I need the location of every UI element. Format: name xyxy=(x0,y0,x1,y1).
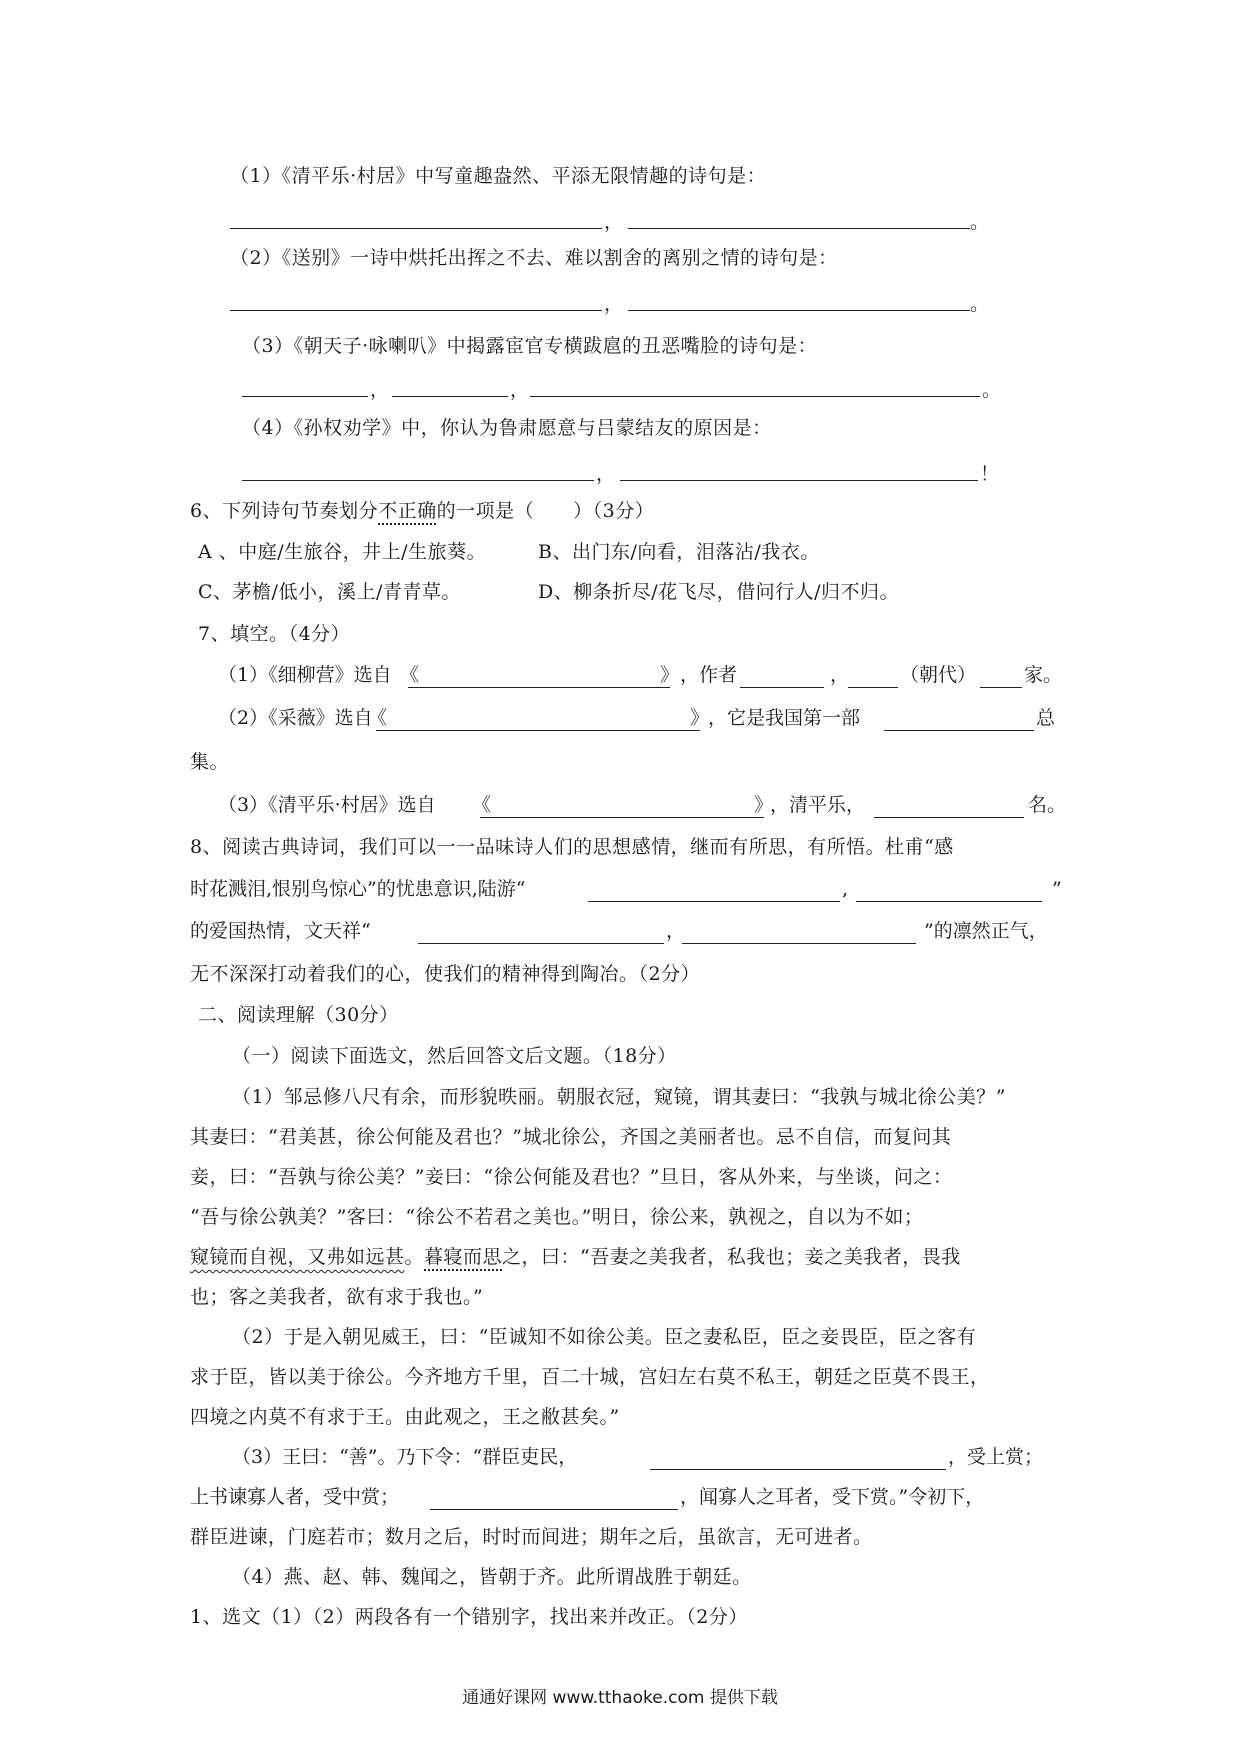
period: 。 xyxy=(982,379,1002,401)
comma: ， xyxy=(370,379,390,401)
comma: , xyxy=(842,878,849,900)
passage-p3-line-2-text: 上书谏寡人者，受中赏； xyxy=(190,1486,400,1508)
answer-blank[interactable] xyxy=(980,687,1022,688)
comma: ， xyxy=(830,664,850,686)
comma: ， xyxy=(604,211,624,233)
passage-p1-line-4: “吾与徐公孰美？”客曰：“徐公不若君之美也。”明日，徐公来，孰视之，自以为不如； xyxy=(190,1206,924,1228)
page-footer: 通通好课网 www.tthaoke.com 提供下载 xyxy=(462,1688,778,1708)
q7-item-2-text-b: ，它是我国第一部 xyxy=(708,707,861,729)
answer-blank[interactable] xyxy=(230,228,602,229)
q7-item-1-dynasty-label: （朝代） xyxy=(900,664,977,686)
comma: ， xyxy=(604,293,624,315)
q7-item-1-author-label: ，作者 xyxy=(680,664,738,686)
passage-p3-line-1-text: （3）王曰：“善”。乃下令：“群臣吏民， xyxy=(232,1446,578,1468)
close-quote: ” xyxy=(1052,878,1062,900)
comma: ， xyxy=(666,920,686,942)
q6-option-d: D、柳条折尽/花飞尽，借问行人/归不归。 xyxy=(538,581,900,603)
answer-blank[interactable] xyxy=(588,901,840,902)
q6-option-c: C、茅檐/低小，溪上/青青草。 xyxy=(198,581,461,603)
question-1: 1、选文（1）（2）两段各有一个错别字，找出来并改正。（2分） xyxy=(190,1606,748,1628)
q5-item-4: （4）《孙权劝学》中，你认为鲁肃愿意与吕蒙结友的原因是： xyxy=(242,417,772,439)
answer-blank[interactable] xyxy=(230,310,602,311)
passage-p3-line-3: 群臣进谏，门庭若市；数月之后，时时而间进；期年之后，虽欲言，无可进者。 xyxy=(190,1526,873,1548)
exclamation: ！ xyxy=(980,463,1000,485)
passage-p2-line-2: 求于臣，皆以美于徐公。今齐地方千里，百二十城，宫妇左右莫不私王，朝廷之臣莫不畏王， xyxy=(190,1366,990,1388)
section-subtitle: （一）阅读下面选文，然后回答文后文题。（18分） xyxy=(232,1045,677,1067)
answer-blank[interactable] xyxy=(376,730,700,731)
dotted-phrase: 暮寝而思 xyxy=(424,1246,503,1268)
q8-line-4: 无不深深打动着我们的心，使我们的精神得到陶冶。（2分） xyxy=(190,963,701,985)
q7-item-3-close: 》 xyxy=(754,794,774,816)
comma: ， xyxy=(596,463,616,485)
q6-stem-b: 的一项是（ ）（3分） xyxy=(436,500,655,522)
passage-p2-line-3: 四境之内莫不有求于王。由此观之，王之敝甚矣。” xyxy=(190,1406,620,1428)
passage-p3-line-1-end: ，受上赏； xyxy=(948,1446,1044,1468)
q7-item-2-text-c: 总 xyxy=(1036,707,1056,729)
passage-p1-line-5-rest: 之，曰：“吾妻之美我者，私我也；妾之美我者，畏我 xyxy=(502,1246,961,1268)
answer-blank[interactable] xyxy=(740,687,824,688)
q7-item-1-end: 家。 xyxy=(1024,664,1063,686)
answer-blank[interactable] xyxy=(874,817,1024,818)
answer-blank[interactable] xyxy=(392,396,508,397)
passage-p1-line-3: 妾，曰：“吾孰与徐公美？”妾曰：“徐公何能及君也？”旦日，客从外来，与坐谈，问之： xyxy=(190,1166,953,1188)
q7-item-2-close: 》 xyxy=(690,707,710,729)
q7-item-3-text-b: ，清平乐， xyxy=(770,794,866,816)
passage-p1-line-1: （1）邹忌修八尺有余，而形貌昳丽。朝服衣冠，窥镜，谓其妻曰：“我孰与城北徐公美？” xyxy=(232,1086,1007,1108)
punct: 。 xyxy=(404,1246,425,1268)
answer-blank[interactable] xyxy=(408,687,670,688)
q7-item-1-text: （1）《细柳营》选自 xyxy=(218,664,392,686)
passage-p1-line-2: 其妻曰：“君美甚，徐公何能及君也？”城北徐公，齐国之美丽者也。忌不自信，而复问其 xyxy=(190,1126,952,1148)
passage-p1-line-5 xyxy=(190,1243,961,1271)
answer-blank[interactable] xyxy=(480,817,764,818)
q6-stem-a: 6、下列诗句节奏划分 xyxy=(190,500,379,522)
q8-line-2-text: 时花溅泪,恨别鸟惊心”的忧患意识,陆游“ xyxy=(190,878,526,900)
q7-title: 7、填空。（4分） xyxy=(198,623,351,645)
answer-blank[interactable] xyxy=(530,396,980,397)
q5-item-3: （3）《朝天子·咏喇叭》中揭露宦官专横跋扈的丑恶嘴脸的诗句是： xyxy=(242,335,818,357)
passage-p2-line-1: （2）于是入朝见威王，曰：“臣诚知不如徐公美。臣之妻私臣，臣之妾畏臣，臣之客有 xyxy=(232,1326,977,1348)
answer-blank[interactable] xyxy=(628,310,970,311)
answer-blank[interactable] xyxy=(856,901,1042,902)
answer-blank[interactable] xyxy=(418,943,664,944)
q8-line-1: 8、阅读古典诗词，我们可以一一品味诗人们的思想感情，继而有所思，有所悟。杜甫“感 xyxy=(190,836,954,858)
answer-blank[interactable] xyxy=(242,396,368,397)
period: 。 xyxy=(970,293,990,315)
q7-item-2-text-d: 集。 xyxy=(190,751,230,773)
q5-item-2: （2）《送别》一诗中烘托出挥之不去、难以割舍的离别之情的诗句是： xyxy=(230,247,838,269)
q6-option-a: A 、中庭/生旅谷，井上/生旅葵。 xyxy=(198,541,487,563)
answer-blank[interactable] xyxy=(628,228,970,229)
q6-stem xyxy=(190,497,654,525)
q7-item-1-open: 《 xyxy=(400,664,420,686)
passage-p4-line-1: （4）燕、赵、韩、魏闻之，皆朝于齐。此所谓战胜于朝廷。 xyxy=(232,1566,752,1588)
answer-blank[interactable] xyxy=(242,480,594,481)
underlined-sentence: 窥镜而自视，又弗如远甚 xyxy=(190,1246,405,1268)
q7-item-3-text-c: 名。 xyxy=(1028,794,1067,816)
q7-item-2-text: （2）《采薇》选自 xyxy=(218,707,373,729)
answer-blank[interactable] xyxy=(884,730,1034,731)
passage-p1-line-6: 也；客之美我者，欲有求于我也。” xyxy=(190,1286,484,1308)
q5-item-1: （1）《清平乐·村居》中写童趣盎然、平添无限情趣的诗句是： xyxy=(230,165,767,187)
q7-item-3-text: （3）《清平乐·村居》选自 xyxy=(218,794,436,816)
answer-blank[interactable] xyxy=(430,1509,678,1510)
period: 。 xyxy=(970,211,990,233)
answer-blank[interactable] xyxy=(650,1469,946,1470)
q8-line-3-end: ”的凛然正气， xyxy=(924,920,1048,942)
q6-stem-emphasis: 不正确 xyxy=(378,500,437,522)
q6-option-b: B、出门东/向看，泪落沾/我衣。 xyxy=(538,541,820,563)
answer-blank[interactable] xyxy=(682,943,916,944)
answer-blank[interactable] xyxy=(620,480,978,481)
answer-blank[interactable] xyxy=(848,687,898,688)
section-title: 二、阅读理解（30分） xyxy=(198,1004,399,1026)
q7-item-1-close: 》 xyxy=(660,664,680,686)
q8-line-3-text: 的爱国热情，文天祥“ xyxy=(190,920,371,942)
passage-p3-line-2-end: ，闻寡人之耳者，受下赏。”令初下， xyxy=(680,1486,985,1508)
comma: ， xyxy=(510,379,530,401)
q7-item-3-open: 《 xyxy=(472,794,492,816)
q7-item-2-open: 《 xyxy=(368,707,388,729)
